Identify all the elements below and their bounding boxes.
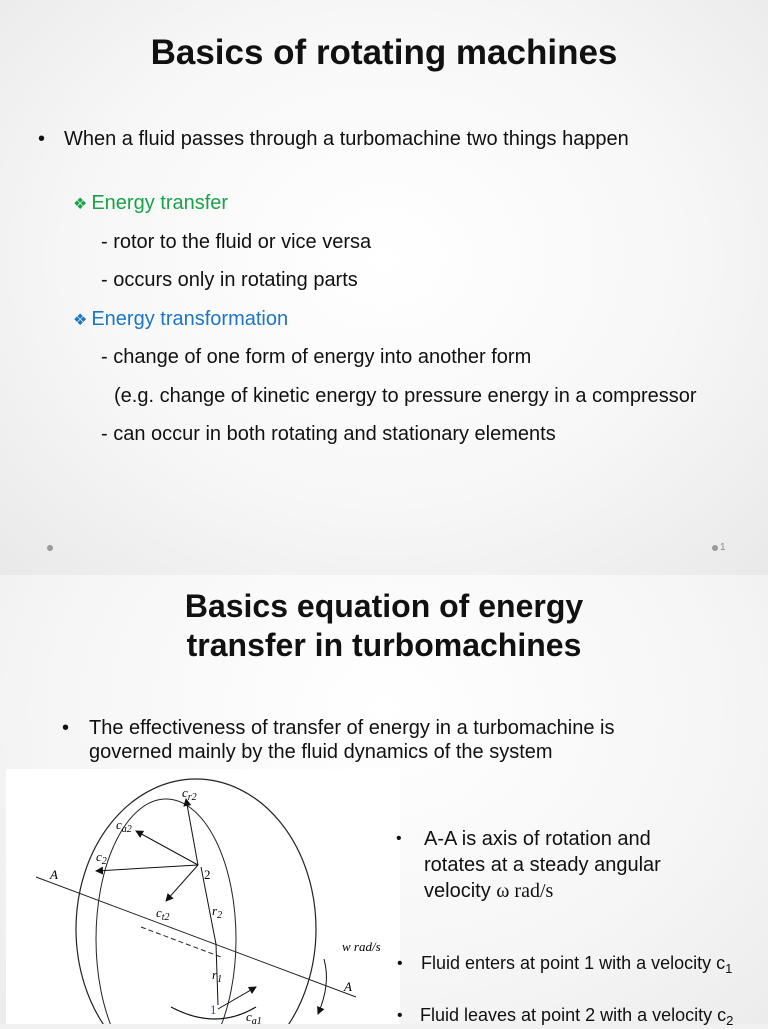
bullet-dot: • <box>62 717 70 739</box>
energy-transfer-line-2: - occurs only in rotating parts <box>101 269 358 291</box>
ct2-vector <box>166 865 198 901</box>
rotor-outline <box>76 779 316 1024</box>
omega-unit: ω rad/s <box>496 880 554 902</box>
label-r2: $r_2$ <box>212 903 223 921</box>
energy-transfer-line-1: - rotor to the fluid or vice versa <box>101 231 372 253</box>
c2-vector <box>96 865 198 871</box>
label-r1: $r_1$ <box>212 967 223 985</box>
energy-transformation-line-1: - change of one form of energy into another form <box>101 346 532 368</box>
label-point-1: 1 <box>210 1002 217 1017</box>
fluid-leaves-text: Fluid leaves at point 2 with a velocity $c_2$ <box>420 1005 734 1028</box>
slide-2 <box>0 575 768 1028</box>
footer-dot-right <box>712 545 718 551</box>
axis-text-line-2: rotates at a steady angular <box>424 854 661 876</box>
axis-line <box>36 877 356 997</box>
label-cr2: $c_{r2}$ <box>182 785 197 803</box>
label-omega: w rad/s <box>342 939 381 954</box>
label-a-right: A <box>344 979 352 994</box>
ca1-vector <box>218 987 256 1009</box>
label-ct2: $c_{t2}$ <box>156 905 170 923</box>
diamond-bullet-icon: ❖ <box>73 312 88 329</box>
energy-transformation-line-3: - can occur in both rotating and stationary elements <box>101 423 556 445</box>
ca2-vector <box>136 831 198 865</box>
effectiveness-line-2: governed mainly by the fluid dynamics of the system <box>89 741 553 763</box>
axis-text-line-1: A-A is axis of rotation and <box>424 828 651 850</box>
label-c2: $c_2$ <box>96 849 107 867</box>
energy-transformation-heading: ❖ Energy transformation <box>73 308 289 330</box>
label-ca2: $c_{a2}$ <box>116 817 132 835</box>
bullet-dot: • <box>396 830 402 847</box>
fluid-enters-text: Fluid enters at point 1 with a velocity $c_1$ <box>421 953 733 976</box>
bullet-dot: • <box>38 128 46 150</box>
turbomachine-rotor-diagram <box>6 769 400 1024</box>
bullet-dot: • <box>397 955 403 972</box>
diamond-bullet-icon: ❖ <box>73 196 88 213</box>
rotor-diagram-svg <box>6 769 400 1024</box>
slide-2-title-line-1: Basics equation of energy <box>184 588 584 624</box>
bullet-dot: • <box>397 1007 403 1024</box>
page-number: 1 <box>720 542 726 553</box>
label-a-left: A <box>50 867 58 882</box>
footer-dot-left <box>47 545 53 551</box>
slide-2-title-line-2: transfer in turbomachines <box>186 627 582 663</box>
rotation-arrow-icon <box>318 959 326 1014</box>
intro-text: When a fluid passes through a turbomachine two things happen <box>64 128 629 150</box>
energy-transfer-heading: ❖ Energy transfer <box>73 192 229 214</box>
axis-text-line-3: velocity ω rad/s <box>424 880 554 902</box>
energy-transformation-line-2: (e.g. change of kinetic energy to pressure energy in a compressor <box>114 385 697 407</box>
label-ca1: $c_{a1}$ <box>246 1009 262 1024</box>
label-point-2: 2 <box>204 867 211 882</box>
slide-1-title: Basics of rotating machines <box>150 33 618 72</box>
effectiveness-line-1: The effectiveness of transfer of energy in a turbomachine is <box>89 717 615 739</box>
